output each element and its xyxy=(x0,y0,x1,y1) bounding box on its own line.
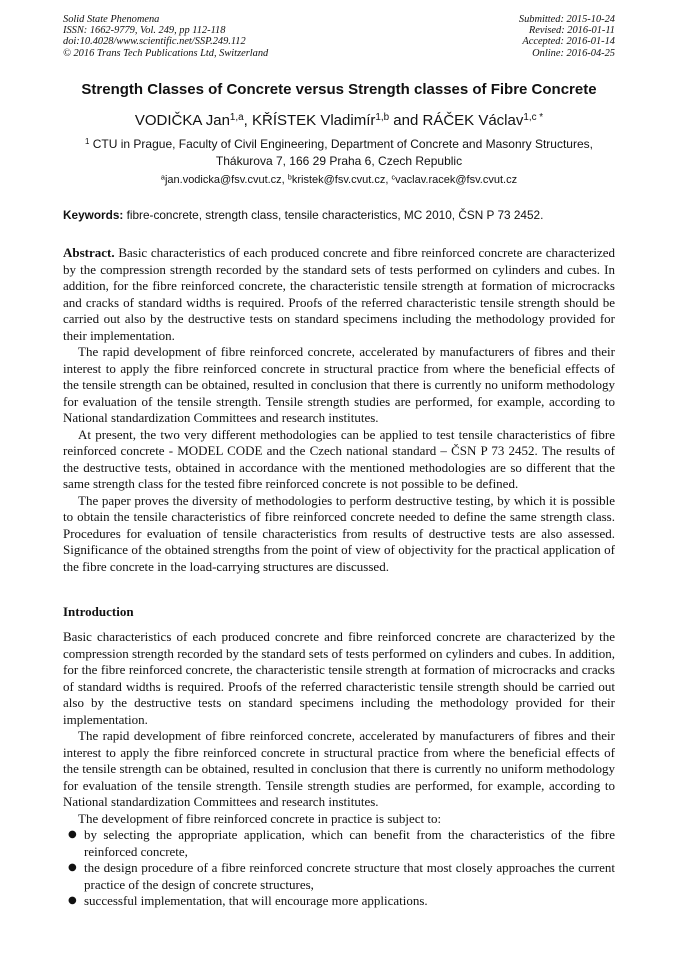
submitted-date: Submitted: 2015-10-24 xyxy=(518,14,615,25)
list-item-text: successful implementation, that will encourage more applications. xyxy=(84,893,428,908)
abstract-label: Abstract. xyxy=(63,245,115,260)
copyright-line: © 2016 Trans Tech Publications Ltd, Switzerland xyxy=(63,47,269,59)
development-conditions-list xyxy=(63,827,615,910)
abstract-text-1: Basic characteristics of each produced concrete and fibre reinforced concrete are characterized by the compression strength recorded by the standard sets of tests performed on cylinders and cubes. In addition, for the fibre reinforced concrete, the characteristic tensile strength at formation of microcracks and cracks of standard widths is required. Proofs of the referred characteristic tensile strength should be carried out also by the destructive tests on standard specimens including the methodology provided for their implementation. xyxy=(63,245,615,343)
author-vodicka: VODIČKA Jan xyxy=(134,112,230,129)
affiliation-number: 1 xyxy=(85,137,90,147)
author-kristek-affil: 1,b xyxy=(375,112,390,124)
list-item xyxy=(63,860,615,893)
author-racek-affil: 1,c * xyxy=(523,112,544,124)
author-separator-and: and xyxy=(389,112,423,129)
introduction-paragraph-2: The rapid development of fibre reinforced concrete, accelerated by manufacturers of fibres and their interest to apply the fibre reinforced concrete in structural practice from where the beneficial effects of the tensile strength can be obtained, resulted in conclusion that there is currently no uniform methodology for evaluation of the tensile strength. Tensile strength studies are performed, for example, according to National standardization Committees and research institutes. xyxy=(63,728,615,809)
journal-header xyxy=(63,14,615,59)
journal-name: Solid State Phenomena xyxy=(63,14,160,25)
abstract-paragraph-1 xyxy=(63,245,615,344)
list-item-text: the design procedure of a fibre reinforced concrete structure that most closely approaches the current practice of the design of concrete structures, xyxy=(84,860,615,892)
bullet-icon: ● xyxy=(68,862,77,873)
email-b-marker: b xyxy=(287,172,292,182)
keywords-label: Keywords: xyxy=(63,208,124,222)
keywords xyxy=(63,208,615,222)
email-a-marker: a xyxy=(160,172,165,182)
abstract-paragraph-3: At present, the two very different methodologies can be applied to test tensile characteristics of fibre reinforced concrete - MODEL CODE and the Czech national standard – ČSN P 73 2452. The results of the destructive tests, obtained in accordance with the mentioned methodologies are so different that the same strength class for the tested fibre reinforced concrete is not possible to be defined. xyxy=(63,426,615,491)
email-vodicka[interactable]: jan.vodicka@fsv.cvut.cz, xyxy=(164,174,288,186)
bullet-icon: ● xyxy=(68,829,77,840)
abstract-section xyxy=(63,245,615,575)
abstract-paragraph-4: The paper proves the diversity of methodologies to perform destructive testing, by which it is possible to obtain the tensile characteristics of fibre reinforced concrete needed to define the same strength class. Procedures for evaluation of tensile characteristics from results of destructive tests are also assessed. Significance of the obtained strengths from the point of view of objectivity for the practical application of the fibre concrete in the load-carrying structures are discussed. xyxy=(63,492,615,574)
author-emails xyxy=(0,174,678,186)
affiliation-line-2: Thákurova 7, 166 29 Praha 6, Czech Republic xyxy=(215,154,463,168)
revised-date: Revised: 2016-01-11 xyxy=(528,25,615,37)
author-kristek: KŘÍSTEK Vladimír xyxy=(252,112,376,129)
keywords-text: fibre-concrete, strength class, tensile characteristics, MC 2010, ČSN P 73 2452. xyxy=(123,208,544,222)
introduction-section xyxy=(63,604,615,910)
author-list xyxy=(0,112,678,129)
author-vodicka-affil: 1,a xyxy=(229,112,244,124)
abstract-paragraph-2: The rapid development of fibre reinforced concrete, accelerated by manufacturers of fibres and their interest to apply the fibre reinforced concrete in structural practice from where the beneficial effects of the tensile strength can be obtained, resulted in conclusion that there is currently no uniform methodology for evaluation of the tensile strength. Tensile strength studies are performed, for example, according to National standardization Committees and research institutes. xyxy=(63,344,615,425)
list-item xyxy=(63,893,615,910)
bullet-icon: ● xyxy=(68,895,77,906)
affiliation xyxy=(60,136,618,170)
issn-line: ISSN: 1662-9779, Vol. 249, pp 112-118 xyxy=(63,25,226,37)
affiliation-line-1: CTU in Prague, Faculty of Civil Engineering, Department of Concrete and Masonry Structures, xyxy=(89,137,593,151)
email-racek[interactable]: vaclav.racek@fsv.cvut.cz xyxy=(395,174,518,186)
email-c-marker: c xyxy=(391,172,396,182)
doi-line[interactable]: doi:10.4028/www.scientific.net/SSP.249.112 xyxy=(63,36,246,48)
introduction-heading: Introduction xyxy=(63,604,134,619)
list-item xyxy=(63,827,615,860)
submission-dates xyxy=(519,14,615,59)
introduction-paragraph-3: The development of fibre reinforced concrete in practice is subject to: xyxy=(78,810,442,826)
publication-info xyxy=(63,14,268,59)
accepted-date: Accepted: 2016-01-14 xyxy=(522,36,615,48)
online-date: Online: 2016-04-25 xyxy=(532,47,615,59)
introduction-paragraph-1: Basic characteristics of each produced concrete and fibre reinforced concrete are characterized by the compression strength recorded by the standard sets of tests performed on cylinders and cubes. In addition, for the fibre reinforced concrete, the characteristic tensile strength at formation of microcracks and cracks of standard widths is required. Proofs of the referred characteristic tensile strength should be carried out also by the destructive tests on standard specimens including the methodology provided for their implementation. xyxy=(63,629,615,727)
email-kristek[interactable]: kristek@fsv.cvut.cz, xyxy=(291,174,392,186)
author-separator: , xyxy=(243,112,252,129)
author-racek: RÁČEK Václav xyxy=(422,112,524,129)
paper-title: Strength Classes of Concrete versus Strength classes of Fibre Concrete xyxy=(81,81,597,98)
list-item-text: by selecting the appropriate application, which can benefit from the characteristics of the fibre reinforced concrete, xyxy=(84,827,615,859)
